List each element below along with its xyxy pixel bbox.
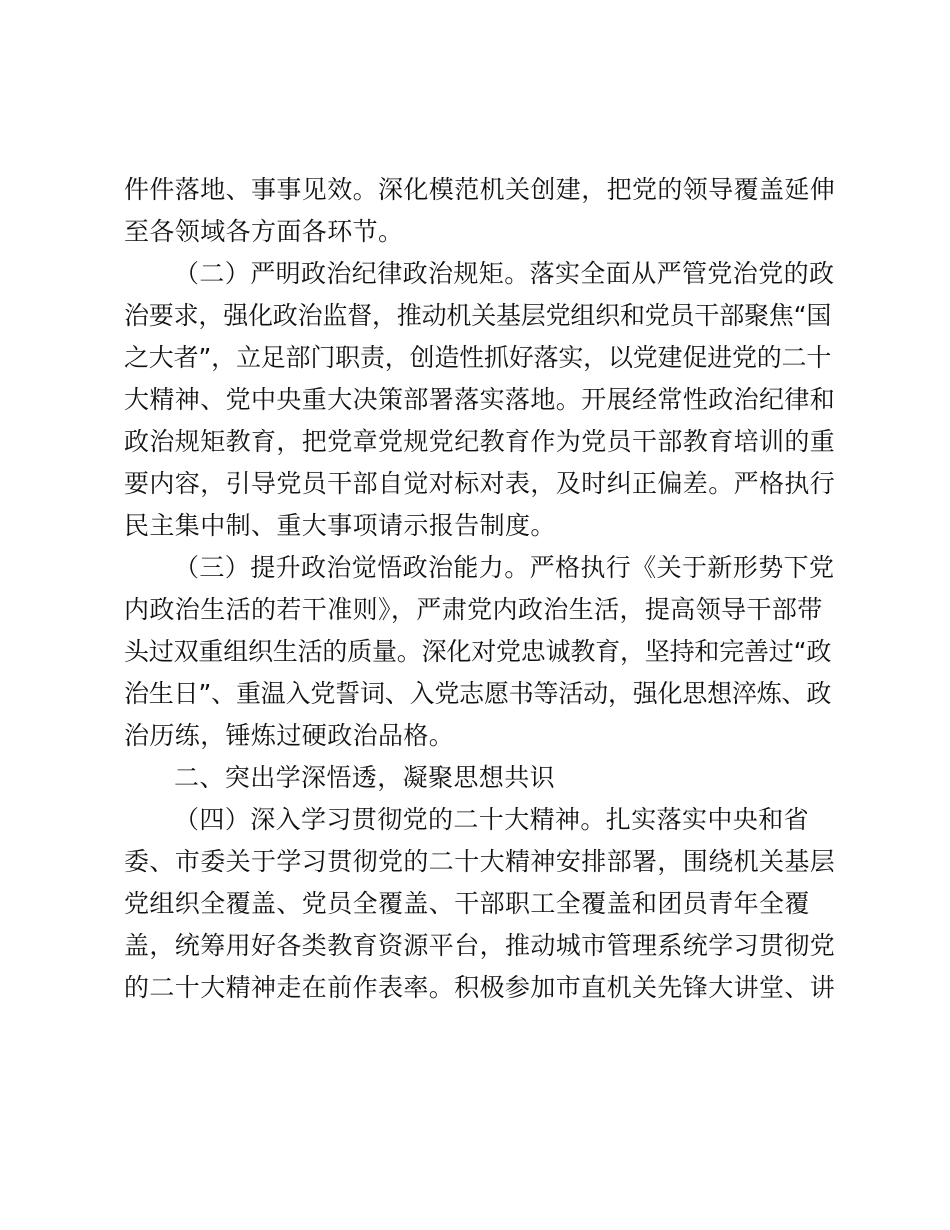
section-heading: 二、突出学深悟透，凝聚思想共识 — [174, 763, 556, 792]
text-line-12: 头过双重组织生活的质量。深化对党忠诚教育，坚持和完善过“政 — [124, 637, 832, 666]
paragraph-4-heading-line: （四）深入学习贯彻党的二十大精神。扎实落实中央和省 — [174, 805, 810, 834]
text-line-1: 件件落地、事事见效。深化模范机关创建，把党的领导覆盖延伸 — [124, 175, 836, 204]
text-line-18: 党组织全覆盖、党员全覆盖、干部职工全覆盖和团员青年全覆 — [124, 889, 810, 918]
text-line-5: 之大者”，立足部门职责，创造性抓好落实，以党建促进党的二十 — [124, 343, 832, 372]
text-line-6: 大精神、党中央重大决策部署落实落地。开展经常性政治纪律和 — [124, 385, 836, 414]
text-line-4: 治要求，强化政治监督，推动机关基层党组织和党员干部聚焦“国 — [124, 301, 832, 330]
text-line-9: 民主集中制、重大事项请示报告制度。 — [124, 511, 556, 540]
text-line-19: 盖，统筹用好各类教育资源平台，推动城市管理系统学习贯彻党 — [124, 931, 836, 960]
text-line-2: 至各领域各方面各环节。 — [124, 217, 404, 246]
paragraph-3-heading-line: （三）提升政治觉悟政治能力。严格执行《关于新形势下党 — [174, 553, 835, 582]
text-line-7: 政治规矩教育，把党章党规党纪教育作为党员干部教育培训的重 — [124, 427, 836, 456]
text-line-20: 的二十大精神走在前作表率。积极参加市直机关先锋大讲堂、讲 — [124, 973, 836, 1002]
paragraph-2-heading-line: （二）严明政治纪律政治规矩。落实全面从严管党治党的政 — [174, 259, 835, 288]
text-line-11: 内政治生活的若干准则》，严肃党内政治生活，提高领导干部带 — [124, 595, 823, 624]
text-line-8: 要内容，引导党员干部自觉对标对表，及时纠正偏差。严格执行 — [124, 469, 836, 498]
text-line-14: 治历练，锤炼过硬政治品格。 — [124, 721, 455, 750]
text-line-17: 委、市委关于学习贯彻党的二十大精神安排部署，围绕机关基层 — [124, 847, 836, 876]
text-line-13: 治生日”、重温入党誓词、入党志愿书等活动，强化思想淬炼、政 — [124, 679, 832, 708]
